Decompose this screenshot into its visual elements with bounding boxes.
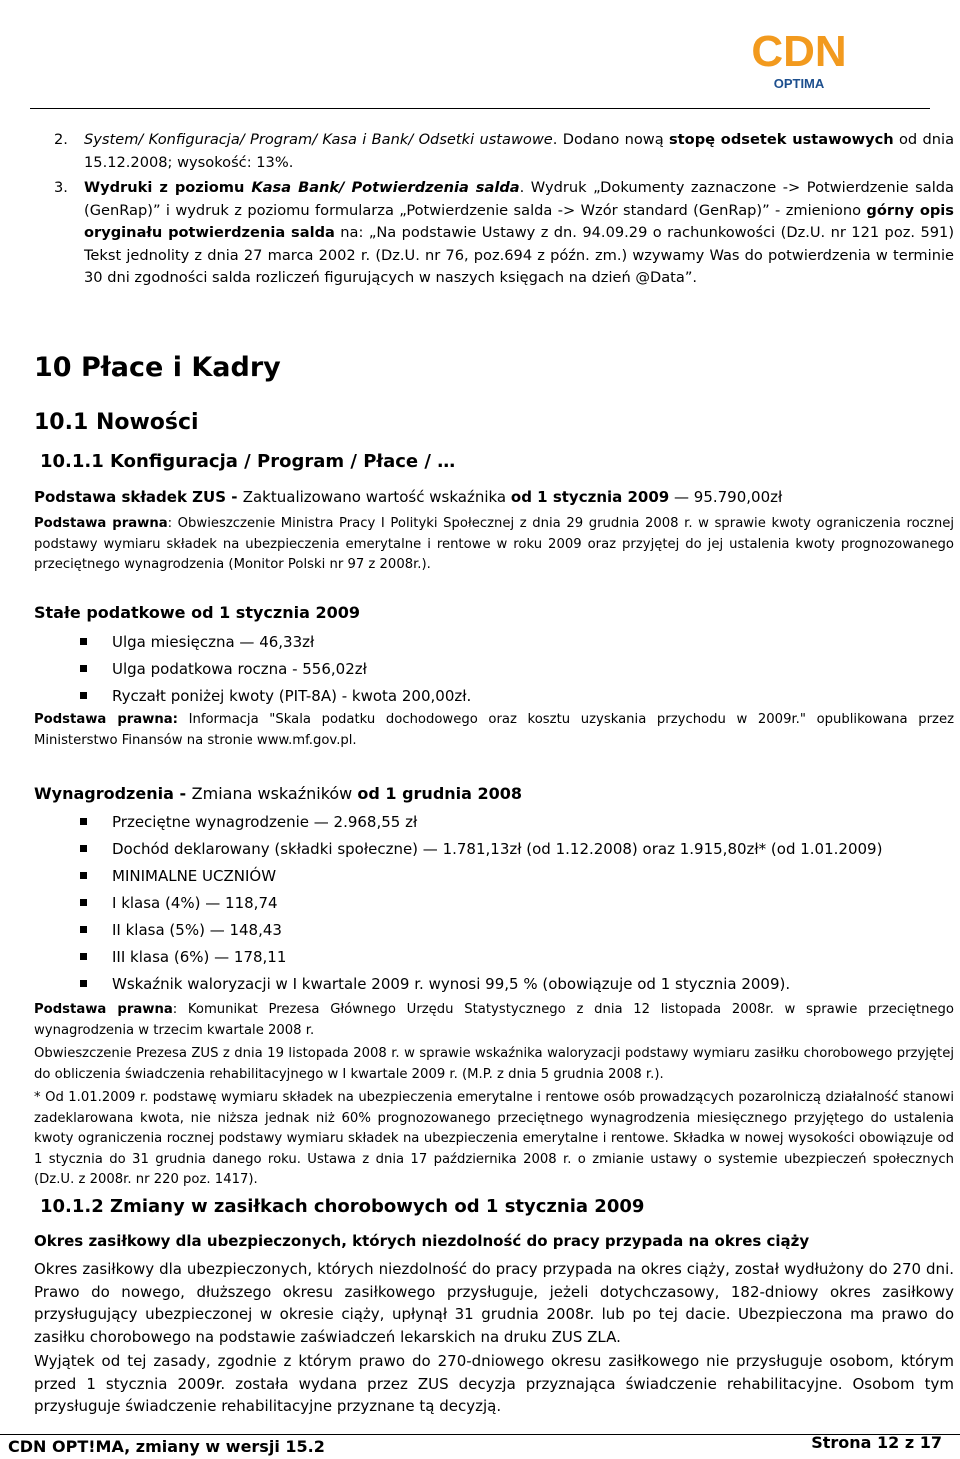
subsection-heading: 10.1 Nowości: [34, 410, 199, 435]
list-item: [80, 947, 286, 967]
list-item: [54, 177, 954, 317]
paragraph-heading: Okres zasiłkowy dla ubezpieczonych, których niezdolność do pracy przypada na okres ciąży: [34, 1232, 810, 1250]
text: stopę odsetek ustawowych: [669, 131, 894, 148]
list-item: [80, 659, 367, 679]
item-text: [84, 177, 954, 290]
note: * Od 1.01.2009 r. podstawę wymiaru składek na ubezpieczenia emerytalne i rentowe osób prowadzących pozarolniczą działalność stanowi zadeklarowana kwota, nie niższa jednak niż 60% prognozowanego przeciętnego wynagrodzenia miesięcznego przyjętego do ustalenia kwoty ograniczenia rocznej podstawy wymiaru składek na ubezpieczenia emerytalne i rentowe. Składka w nowej wysokości obowiązuje od 1 stycznia do 31 grudnia danego roku. Ustawa z dnia 17 października 2008 r. o zmianie ustawy o systemie ubezpieczeń społecznych (Dz.U. z 2008r. nr 220 poz. 1417).: [34, 1090, 954, 1187]
zus-basis: [34, 486, 954, 509]
subsubsection-heading: 10.1.2 Zmiany w zasiłkach chorobowych od 1 stycznia 2009: [40, 1196, 645, 1217]
paragraph: Okres zasiłkowy dla ubezpieczonych, których niezdolność do pracy przypada na okres ciąży, został wydłużony do 270 dni. Prawo do nowego, dłuższego okresu zasiłkowego przysługuje, jeżeli dotychczasowy, 182-dniowy okres zasiłkowy przysługujący ubezpieczonej w okresie ciąży, upłynął 31 grudnia 2008r. lub po tej dacie. Ubezpieczona ma prawo do zasiłku chorobowego na podstawie zaświadczeń lekarskich na druku ZUS ZLA.: [34, 1260, 954, 1346]
text: Podstawa prawna: [34, 516, 168, 531]
text: Wskaźnik waloryzacji w I kwartale 2009 r. wynosi 99,5 % (obowiązuje od 1 stycznia 2009).: [112, 975, 791, 993]
legal-basis: [34, 514, 954, 576]
item-number: 3.: [54, 179, 68, 196]
text: III klasa (6%) — 178,11: [112, 948, 287, 966]
list-item: [80, 812, 417, 832]
text: . Dodano nową: [552, 131, 669, 148]
paragraph: Wyjątek od tej zasady, zgodnie z którym prawo do 270-dniowego okresu zasiłkowego nie przysługuje osobom, którym przed 1 stycznia 2009r. została wydana przez ZUS decyzja przyznająca świadczenie rehabilitacyjne. Osobom tym przysługuje świadczenie rehabilitacyjne przyznane tą decyzją.: [34, 1352, 954, 1415]
text: Wynagrodzenia -: [34, 784, 192, 803]
text: Przeciętne wynagrodzenie — 2.968,55 zł: [112, 813, 418, 831]
text: górny opis oryginału potwierdzenia salda: [84, 201, 954, 241]
text: na: „Na podstawie Ustawy z dn. 94.09.29 o rachunkowości (Dz.U. nr 121 poz. 591) Tekst jednolity z dnia 27 marca 2002 r. (Dz.U. nr 76, poz.694 z późn. zm.) wzywamy Was do potwierdzenia w terminie 30 dni zgodności salda rozliczeń figurujących w naszych księgach na dzień @Data”.: [84, 224, 955, 286]
text: I klasa (4%) — 118,74: [112, 894, 278, 912]
list-item: [80, 866, 276, 886]
logo-subtext: OPTIMA: [773, 76, 825, 91]
text: Zaktualizowano wartość wskaźnika: [242, 488, 511, 506]
text: — 95.790,00zł: [669, 488, 783, 506]
list-item: [80, 686, 471, 706]
text: II klasa (5%) — 148,43: [112, 921, 282, 939]
text: Ulga miesięczna — 46,33zł: [112, 633, 315, 651]
list-item: [80, 893, 278, 913]
legal-basis: [34, 1000, 954, 1041]
text: : Obwieszczenie Ministra Pracy I Polityki Społecznej z dnia 29 grudnia 2008 r. w sprawie kwoty ograniczenia rocznej podstawy wymiaru składek na ubezpieczenia emerytalne i rentowe w roku 2009 oraz przyjętej do jej ustalenia kwoty prognozowanego przeciętnego wynagrodzenia (Monitor Polski nr 97 z 2008r.).: [34, 516, 954, 572]
text: od dnia 15.12.2008; wysokość: 13%.: [84, 131, 955, 171]
text: Podstawa prawna:: [34, 712, 178, 727]
menu-path: System/ Konfiguracja/ Program/ Kasa i Bank/ Odsetki ustawowe: [84, 131, 553, 148]
section-heading: 10 Płace i Kadry: [34, 352, 281, 383]
text: Dochód deklarowany (składki społeczne) — 1.781,13zł (od 1.12.2008) oraz 1.915,80zł* (od 1.01.2009): [112, 840, 883, 858]
logo-text: CDN: [751, 27, 847, 76]
text: : Komunikat Prezesa Głównego Urzędu Statystycznego z dnia 12 listopada 2008r. w sprawie przeciętnego wynagrodzenia w trzecim kwartale 2008 r.: [34, 1002, 954, 1038]
list-item: [54, 129, 954, 175]
text: Wydruki z poziomu: [84, 179, 252, 196]
header-rule: [30, 108, 930, 109]
text: od 1 grudnia 2008: [357, 784, 523, 803]
list-item: [80, 839, 882, 859]
item-number: 2.: [54, 131, 68, 148]
text: Podstawa prawna: [34, 1002, 173, 1017]
menu-path: Kasa Bank/ Potwierdzenia salda: [251, 179, 520, 196]
list-item: [80, 632, 314, 652]
note: Obwieszczenie Prezesa ZUS z dnia 19 listopada 2008 r. w sprawie wskaźnika waloryzacji podstawy wymiaru zasiłku chorobowego przyjętej do obliczenia świadczenia rehabilitacyjnego w I kwartale 2009 r. (M.P. z dnia 5 grudnia 2008 r.).: [34, 1046, 954, 1082]
text: Informacja "Skala podatku dochodowego oraz kosztu uzyskania przychodu w 2009r." opublikowana przez Ministerstwo Finansów na stronie www.mf.gov.pl.: [34, 712, 954, 748]
footer-title: CDN OPT!MA, zmiany w wersji 15.2: [8, 1437, 325, 1456]
text: MINIMALNE UCZNIÓW: [112, 867, 277, 885]
text: Ryczałt poniżej kwoty (PIT-8A) - kwota 200,00zł.: [112, 687, 472, 705]
list-item: [80, 920, 282, 940]
item-text: [84, 129, 954, 174]
text: Ulga podatkowa roczna - 556,02zł: [112, 660, 367, 678]
text: Podstawa składek ZUS -: [34, 488, 243, 506]
text: . Wydruk „Dokumenty zaznaczone -> Potwierdzenie salda (GenRap)” i wydruk z poziomu formularza „Potwierdzenie salda -> Wzór standard (GenRap)” - zmieniono: [84, 179, 954, 219]
text: od 1 stycznia 2009: [510, 488, 670, 506]
tax-heading: Stałe podatkowe od 1 stycznia 2009: [34, 603, 360, 622]
legal-basis: [34, 710, 954, 751]
list-item: [80, 974, 790, 994]
cdn-optima-logo: [740, 18, 858, 98]
page-number: Strona 12 z 17: [811, 1433, 942, 1452]
subsubsection-heading: 10.1.1 Konfiguracja / Program / Płace / …: [40, 451, 456, 472]
text: Zmiana wskaźników: [191, 784, 358, 803]
wages-heading: [34, 783, 954, 806]
